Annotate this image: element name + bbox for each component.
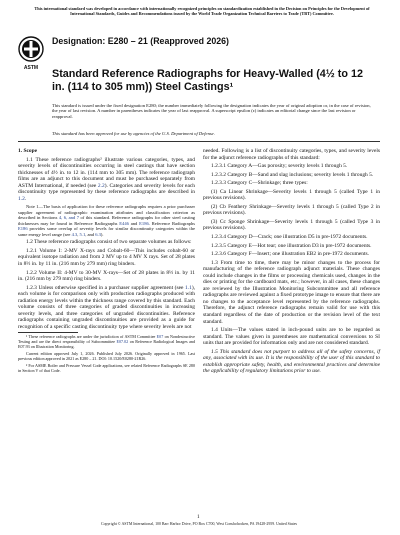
category-e: 1.2.3.5 Category E—Hot tear; one illustration D3 in pre-1972 documents. [211,242,372,249]
text: . Reference Radiographs [148,220,195,226]
text: on Nondestructive Testing and are the direct responsibility of Subcommittee [18,334,195,345]
astm-logo [18,34,44,72]
paragraph-1-4: 1.4 Units—The values stated in inch-pound units are to be regarded as standard. The values given in parentheses are mathematical conversions to SI units that are provided for information only and are not considered standard. [203,327,380,347]
ref-link-e07[interactable]: E07 [156,334,164,340]
text: , [77,231,80,237]
ref-link-e186[interactable]: E186 [139,220,149,226]
text: of this standard. Reference radiographs for other steel casting thicknesses may be found in Reference Radiographs [18,215,196,226]
paragraph-1-5: 1.5 This standard does not purport to address all of the safety concerns, if any, associated with its use. It is the responsibility of the user of this standard to establish appropriate safety, health, and environmental practices and determine the applicability of regulatory limitations prior to use. [203,348,380,375]
copyright-line: Copyright © ASTM International, 100 Barr Harbor Drive, PO Box C700, West Conshohocken, PA 19428-2959. United States [101,522,297,526]
footnote-1-edition: Current edition approved July 1, 2026. Published July 2026. Originally approved in 1965. Last previous edition approved in 2021 as E280 – 21. DOI: 10.1520/E0280-21R26. [18,351,195,362]
category-d: 1.2.3.4 Category D—Crack; one illustration D5 in pre-1972 documents. [211,234,368,241]
text: 1.1 These reference radiographs² illustrate various categories, types, and severity levels of discontinuities occurring in steel castings that have section thicknesses of 4½ in. to 12 in. (114 mm to 305 mm). The reference radiograph films are an adjunct to this document and must be purchased separately from ASTM International, if needed (see [18,156,195,189]
text: ). [100,231,104,237]
text: . [24,195,27,202]
section-heading-scope: 1. Scope [18,148,38,154]
category-f: 1.2.3.6 Category F—Insert; one illustration EB2 in pre-1972 documents. [211,251,369,258]
ref-link-5-1[interactable]: 5.1 [79,231,86,237]
header-divider [18,141,380,142]
category-a: 1.2.3.1 Category A—Gas porosity; severity levels 1 through 5. [211,163,348,170]
ref-link-e0702[interactable]: E07.02 [116,339,129,345]
svg-text:ASTM: ASTM [23,65,39,71]
paragraph-1-2-3 [18,285,195,331]
text: and [128,220,140,226]
category-c-type-a: (1) Ca Linear Shrinkage—Severity levels 1 through 5 (called Type 1 in previous revisions). [203,188,380,202]
issuance-note: This standard is issued under the fixed designation E280; the number immediately following the designation indicates the year of original adoption or, in the case of revision, the year of last revision. A number in parentheses indicates the year of last reapproval. A superscript epsilon (ε) indicates an editorial change since the last revision or reapproval. [52,103,371,119]
text: on Reference Radiological Images and E07.93 on Illustration Monitoring. [18,339,196,350]
text: ¹ These reference radiographs are under the jurisdiction of ASTM Committee [26,334,157,340]
text: Note 1—The basis of application for these reference radiographs requires a prior purchaser supplier agreement of radiographic examination attributes and classification criterion as described in Sections [18,204,195,221]
right-column [203,148,380,377]
paragraph-continued: needed. Following is a list of discontinuity categories, types, and severity levels for the adjunct reference radiographs of this standard: [203,148,380,161]
paragraph-1-3: 1.3 From time to time, there may be minor changes to the process for manufacturing of the reference radiograph adjunct materials. These changes could include changes in the films or processing chemicals used, changes in the dies or printing for the cardboard mats, etc.; however, in all cases, these changes are reviewed by the Illustration Monitoring Subcommittee and all reference radiographs are reviewed against a fixed prototype image to ensure that there are no changes to the acceptance level represented by the reference radiographs. Therefore, the adjunct reference radiographs remain valid for use with this standard regardless of the date of production or the revision level of the text standard. [203,259,380,325]
page-number: 1 [197,514,200,520]
category-c-type-c: (3) Cc Sponge Shrinkage—Severity levels 1 through 5 (called Type 3 in previous revisions). [203,218,380,232]
paragraph-1-2-2: 1.2.2 Volume II: 4-MV to 30-MV X-rays—Set of 28 plates in 8½ in. by 11 in. (216 mm by 279 mm) ring binders. [18,269,195,283]
text: , and [85,231,96,237]
ref-link-1-2[interactable]: 1.2 [18,195,25,202]
paragraph-1-2: 1.2 These reference radiographs consist of two separate volumes as follows: [26,239,192,246]
paragraph-1-1 [18,157,195,203]
footnote-divider [18,332,78,333]
dod-approval-note: This standard has been approved for use by agencies of the U.S. Department of Defense. [52,131,215,136]
designation: Designation: E280 – 21 (Reapproved 2026) [52,36,229,46]
ref-link-e186[interactable]: E186 [18,226,28,232]
text: ). Categories and severity levels for each discontinuity type represented by these reference radiographs are described in [18,182,196,196]
ref-link-6-3[interactable]: 6.3 [95,231,101,237]
note-1 [18,204,195,237]
ref-link-4-3[interactable]: 4.3 [71,231,78,237]
category-c-type-b: (2) Cb Feathery Shrinkage—Severity levels 1 through 5 (called Type 2 in previous revisions). [203,203,380,217]
text: 1.2.3 Unless otherwise specified in a purchaser supplier agreement (see [26,284,186,291]
ref-link-sections[interactable]: 4, 6, and 7 [58,215,79,221]
wto-notice: This international standard was developed in accordance with internationally recognized principles on standardization established in the Decision on Principles for the Development of International Standards, Guides and Recommendations issued by the World Trade Organization Technical Barriers to Trade (TBT) Committee. [34,6,370,17]
ref-link-1-1[interactable]: 1.1 [185,284,192,291]
ref-link-e446[interactable]: E446 [119,220,129,226]
paragraph-1-2-1: 1.2.1 Volume I: 2-MV X-rays and Cobalt-60—This includes cobalt-60 or equivalent isotope radiation and from 2 MV up to 4 MV X rays. Set of 28 plates in 8½ in. by 11 in. (216 mm by 279 mm) ring binders. [18,247,195,268]
left-column [18,148,195,376]
category-b: 1.2.3.2 Category B—Sand and slag inclusions; severity levels 1 through 5. [211,171,374,178]
document-title: Standard Reference Radiographs for Heavy-Walled (4½ to 12 in. (114 to 305 mm)) Steel Castings¹ [52,68,363,93]
footnote-1 [18,335,195,350]
category-c: 1.2.3.3 Category C—Shrinkage; three types: [211,180,308,187]
text: ), each volume is for comparison only with production radiographs produced with radiation energy levels within the thickness range covered by this standard. Each volume consists of three categories of graded discontinuities in increasing severity levels, and three categories of ungraded discontinuities. Reference radiographs containing ungraded discontinuities are provided as a guide for recognition of a specific casting discontinuity type where severity levels are not [18,284,195,330]
text: provides some overlap of severity levels for similar discontinuity categories within the same energy level range (see [18,226,195,237]
footnote-2: ² For ASME Boiler and Pressure Vessel Code applications, see related Reference Radiographs SE 280 in Section V of that Code. [18,363,195,374]
ref-link-2-2[interactable]: 2.2 [97,182,105,189]
